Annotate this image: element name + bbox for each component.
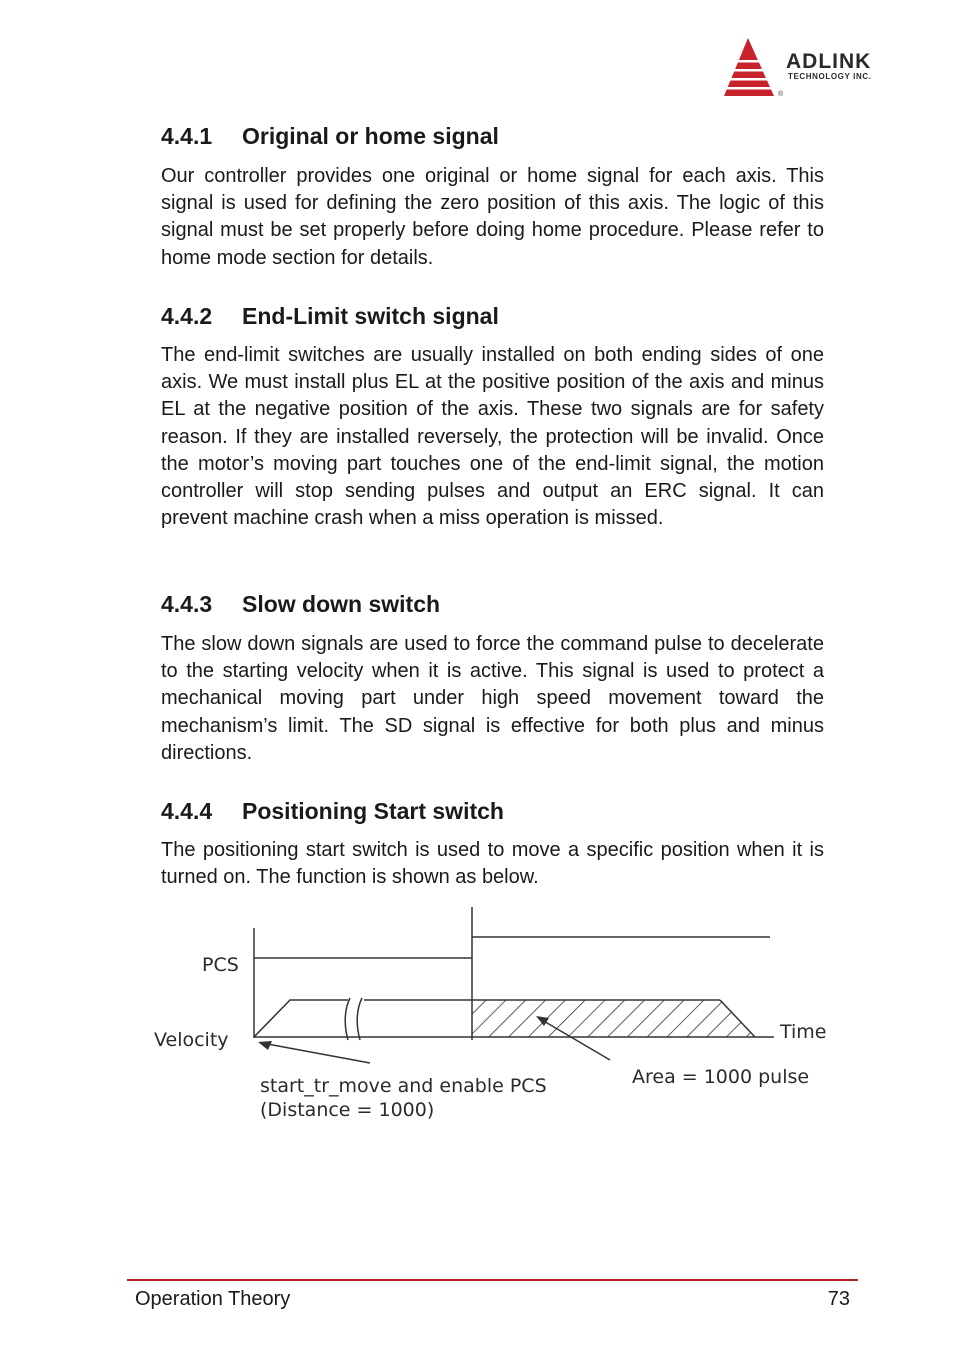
velocity-profile <box>254 1000 348 1037</box>
section-heading-4-4-4 <box>161 797 824 825</box>
start-label-line1: start_tr_move and enable PCS <box>260 1075 547 1097</box>
section-number: 4.4.2 <box>161 303 213 329</box>
start-label-line2: (Distance = 1000) <box>260 1099 435 1121</box>
section-heading-4-4-2 <box>161 302 824 330</box>
footer-section-name: Operation Theory <box>135 1288 291 1310</box>
velocity-label: Velocity <box>154 1029 229 1051</box>
section-body-4-4-1 <box>161 163 824 272</box>
time-label: Time <box>780 1021 827 1043</box>
area-label: Area = 1000 pulse <box>632 1066 810 1088</box>
section-body-4-4-4 <box>161 837 824 891</box>
footer-page-number: 73 <box>827 1288 850 1310</box>
paragraph: The end-limit switches are usually installed on both ending sides of one axis. We must install plus EL at the positive position of the axis and minus EL at the negative position of the axis. These two signals are for safety reason. If they are installed reversely, the protection will be invalid. Once the motor’s moving part touches one of the end-limit signal, the motion controller will stop sending pulses and output an ERC signal. It can prevent machine crash when a miss operation is missed. <box>161 344 824 530</box>
adlink-logo <box>720 36 920 102</box>
section-title: End-Limit switch signal <box>242 303 499 329</box>
section-title: Positioning Start switch <box>242 798 504 824</box>
paragraph: The positioning start switch is used to move a specific position when it is turned on. The function is shown as below. <box>161 839 824 889</box>
adlink-triangle-icon <box>720 36 780 98</box>
footer-rule <box>127 1279 858 1281</box>
start-arrow <box>262 1043 370 1063</box>
section-body-4-4-2 <box>161 342 824 532</box>
logo-registered-mark: ® <box>778 91 784 98</box>
section-body-4-4-3 <box>161 631 824 767</box>
section-number: 4.4.4 <box>161 798 213 824</box>
logo-wordmark: ADLINK <box>786 50 872 73</box>
paragraph: Our controller provides one original or home signal for each axis. This signal is used for defining the zero position of this axis. The logic of this signal must be set properly before doing home procedure. Please refer to home mode section for details. <box>161 165 824 269</box>
paragraph: The slow down signals are used to force the command pulse to decelerate to the starting velocity when it is active. This signal is used to protect a mechanical moving part under high speed movement toward the mechanism’s limit. The SD signal is effective for both plus and minus directions. <box>161 633 824 764</box>
section-heading-4-4-1 <box>161 122 824 150</box>
pcs-label: PCS <box>202 954 239 976</box>
section-title: Slow down switch <box>242 591 441 617</box>
section-heading-4-4-3 <box>161 590 824 618</box>
hatched-area <box>472 1000 755 1037</box>
logo-subtitle: TECHNOLOGY INC. <box>788 72 872 81</box>
pcs-velocity-timing-diagram <box>150 900 830 1130</box>
break-mark <box>345 998 362 1040</box>
section-title: Original or home signal <box>242 123 499 149</box>
section-number: 4.4.1 <box>161 123 213 149</box>
section-number: 4.4.3 <box>161 591 213 617</box>
